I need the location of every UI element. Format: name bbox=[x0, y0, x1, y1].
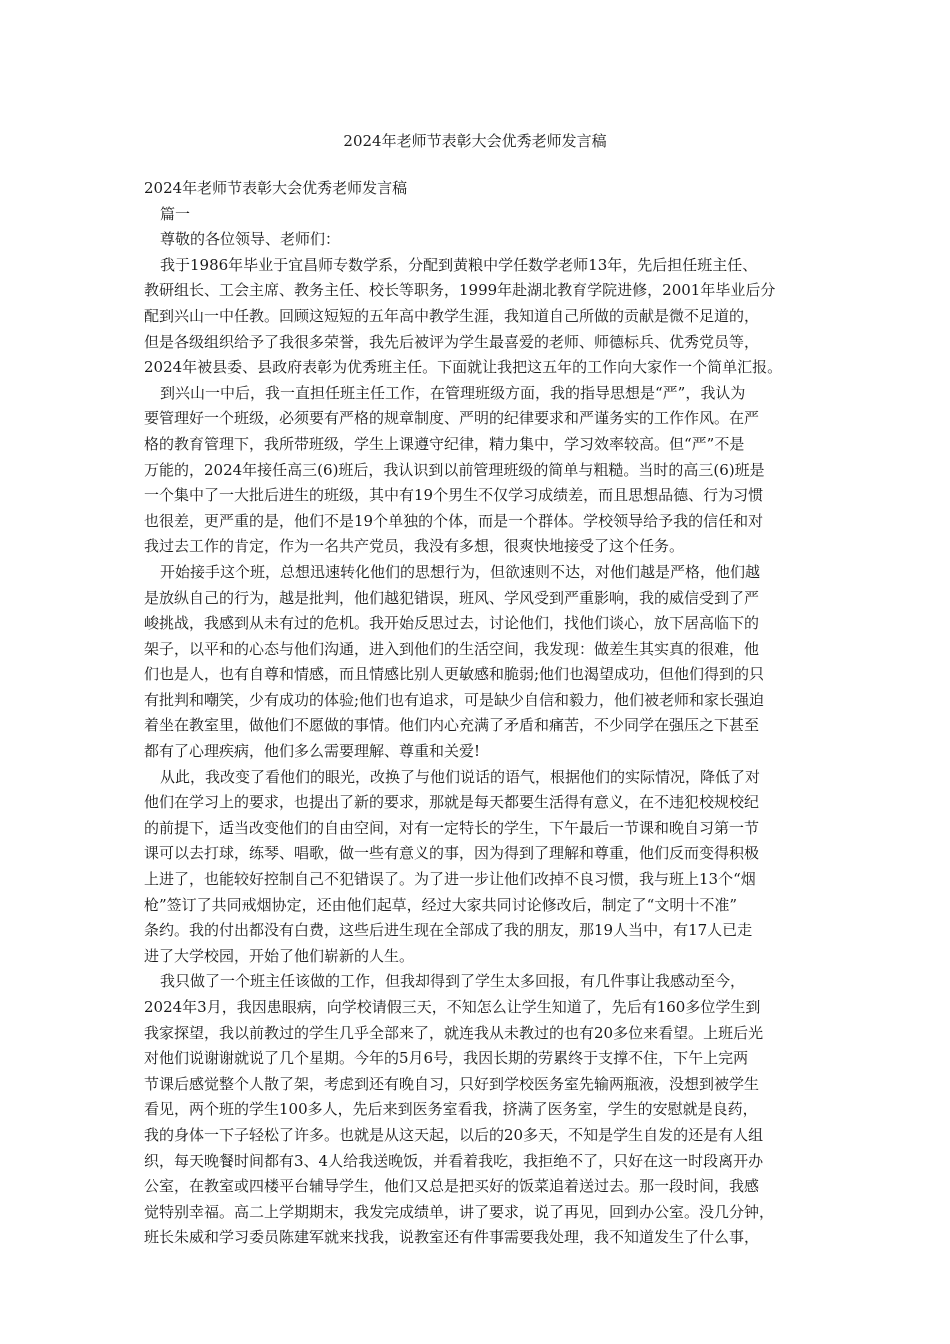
text-line: 2024年被县委、县政府表彰为优秀班主任。下面就让我把这五年的工作向大家作一个简单汇报。 bbox=[144, 358, 783, 377]
text-line: 也很差，更严重的是，他们不是19个单独的个体，而是一个群体。学校领导给予我的信任和对 bbox=[144, 511, 764, 530]
text-line: 看见，两个班的学生100多人，先后来到医务室看我，挤满了医务室，学生的安慰就是良药， bbox=[144, 1100, 758, 1119]
text-line: 觉特别幸福。高二上学期期末，我发完成绩单，讲了要求，说了再见，回到办公室。没几分钟， bbox=[144, 1202, 775, 1221]
text-line: 的前提下，适当改变他们的自由空间，对有一定特长的学生，下午最后一节课和晚自习第一节 bbox=[144, 818, 760, 837]
text-line: 2024年3月，我因患眼病，向学校请假三天，不知怎么让学生知道了，先后有160多位学生到 bbox=[144, 998, 761, 1016]
text-line: 我的身体一下子轻松了许多。也就是从这天起，以后的20多天，不知是学生自发的还是有人组 bbox=[144, 1125, 764, 1144]
text-line: 是放纵自己的行为，越是批判，他们越犯错误，班风、学风受到严重影响，我的威信受到了严 bbox=[144, 588, 760, 607]
text-line: 进了大学校园，开始了他们崭新的人生。 bbox=[144, 946, 415, 965]
text-line: 班长朱威和学习委员陈建军就来找我，说教室还有件事需要我处理，我不知道发生了什么事， bbox=[144, 1228, 760, 1247]
text-line: 们也是人，也有自尊和情感，而且情感比别人更敏感和脆弱;他们也渴望成功，但他们得到的只 bbox=[144, 665, 765, 684]
document-body bbox=[144, 176, 808, 1251]
text-line: 教研组长、工会主席、教务主任、校长等职务，1999年赴湖北教育学院进修，2001年毕业后分 bbox=[144, 281, 776, 300]
text-line: 2024年老师节表彰大会优秀老师发言稿 bbox=[144, 179, 408, 197]
text-line: 枪”签订了共同戒烟协定，还由他们起草，经过大家共同讨论修改后，制定了“文明十不准” bbox=[144, 895, 738, 914]
text-line: 篇一 bbox=[160, 204, 191, 223]
text-line: 我过去工作的肯定，作为一名共产党员，我没有多想，很爽快地接受了这个任务。 bbox=[144, 537, 685, 556]
text-line: 要管理好一个班级，必须要有严格的规章制度、严明的纪律要求和严谨务实的工作作风。在严 bbox=[144, 409, 760, 428]
text-line: 对他们说谢谢就说了几个星期。今年的5月6号，我因长期的劳累终于支撑不住，下午上完两 bbox=[144, 1049, 749, 1068]
text-line: 条约。我的付出都没有白费，这些后进生现在全部成了我的朋友，那19人当中，有17人已走 bbox=[144, 921, 753, 940]
text-line: 上进了，也能较好控制自己不犯错误了。为了进一步让他们改掉不良习惯，我与班上13个“烟 bbox=[144, 870, 756, 889]
text-line: 格的教育管理下，我所带班级，学生上课遵守纪律，精力集中，学习效率较高。但“严”不是 bbox=[144, 434, 745, 453]
text-line: 到兴山一中后，我一直担任班主任工作，在管理班级方面，我的指导思想是“严”，我认为 bbox=[160, 383, 746, 402]
text-line: 课可以去打球，练琴、唱歌，做一些有意义的事，因为得到了理解和尊重，他们反而变得积极 bbox=[144, 844, 760, 863]
text-line: 尊敬的各位领导、老师们： bbox=[160, 230, 341, 249]
text-line: 但是各级组织给予了我很多荣誉，我先后被评为学生最喜爱的老师、师德标兵、优秀党员等， bbox=[144, 332, 760, 351]
text-line: 他们在学习上的要求，也提出了新的要求，那就是每天都要生活得有意义，在不违犯校规校纪 bbox=[144, 793, 760, 812]
text-line: 织，每天晚餐时间都有3、4人给我送晚饭，并看着我吃，我拒绝不了，只好在这一时段离开办 bbox=[144, 1151, 764, 1170]
document-title: 2024年老师节表彰大会优秀老师发言稿 bbox=[343, 132, 607, 150]
text-line: 一个集中了一大批后进生的班级，其中有19个男生不仅学习成绩差，而且思想品德、行为习惯 bbox=[144, 486, 764, 505]
text-line: 我家探望，我以前教过的学生几乎全部来了，就连我从未教过的也有20多位来看望。上班后光 bbox=[144, 1023, 764, 1042]
text-line: 我只做了一个班主任该做的工作，但我却得到了学生太多回报，有几件事让我感动至今， bbox=[160, 972, 746, 991]
text-line: 公室，在教室或四楼平台辅导学生，他们又总是把买好的饭菜追着送过去。那一段时间，我感 bbox=[144, 1177, 760, 1196]
text-line: 开始接手这个班，总想迅速转化他们的思想行为，但欲速则不达，对他们越是严格，他们越 bbox=[160, 562, 761, 581]
text-line: 峻挑战，我感到从未有过的危机。我开始反思过去，讨论他们，找他们谈心，放下居高临下的 bbox=[144, 614, 760, 633]
text-line: 着坐在教室里，做他们不愿做的事情。他们内心充满了矛盾和痛苦，不少同学在强压之下甚至 bbox=[144, 716, 760, 735]
text-line: 节课后感觉整个人散了架，考虑到还有晚自习，只好到学校医务室先输两瓶液，没想到被学生 bbox=[144, 1074, 760, 1093]
text-line: 有批判和嘲笑，少有成功的体验;他们也有追求，可是缺少自信和毅力，他们被老师和家长强迫 bbox=[144, 690, 765, 709]
text-line: 都有了心理疾病，他们多么需要理解、尊重和关爱! bbox=[144, 742, 481, 761]
text-line: 万能的，2024年接任高三(6)班后，我认识到以前管理班级的简单与粗糙。当时的高三(6)班是 bbox=[144, 460, 765, 479]
text-line: 配到兴山一中任教。回顾这短短的五年高中教学生涯，我知道自己所做的贡献是微不足道的， bbox=[144, 306, 760, 325]
text-line: 架子，以平和的心态与他们沟通，进入到他们的生活空间，我发现：做差生其实真的很难，他 bbox=[144, 639, 760, 658]
text-line: 从此，我改变了看他们的眼光，改换了与他们说话的语气，根据他们的实际情况，降低了对 bbox=[160, 767, 761, 786]
text-line: 我于1986年毕业于宜昌师专数学系，分配到黄粮中学任数学老师13年，先后担任班主任、 bbox=[160, 255, 758, 274]
